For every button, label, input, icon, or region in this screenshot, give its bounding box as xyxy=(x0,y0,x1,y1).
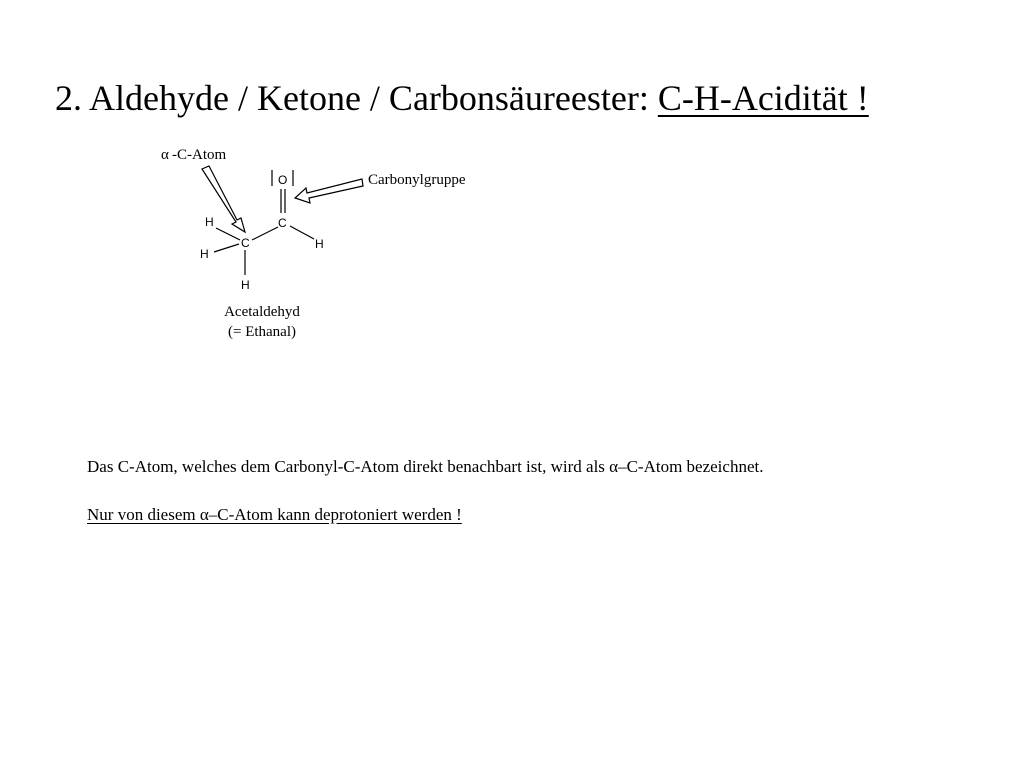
carbonyl-arrow xyxy=(295,179,363,203)
title-main: 2. Aldehyde / Ketone / Carbonsäureester: xyxy=(55,78,658,118)
bond-methyl-h-top xyxy=(216,228,240,240)
alpha-symbol: α xyxy=(161,147,169,163)
bond-c-c xyxy=(252,227,278,240)
title-highlight: C-H-Acidität ! xyxy=(657,78,869,118)
atom-carbon-methyl: C xyxy=(241,236,250,250)
molecule-name: Acetaldehyd xyxy=(224,304,300,320)
atom-h-carbonyl: H xyxy=(315,237,324,251)
atom-oxygen: O xyxy=(278,173,288,187)
bond-methyl-h-left xyxy=(214,244,239,252)
atom-h-left: H xyxy=(200,247,209,261)
bond-carbonyl-h xyxy=(290,226,314,239)
atom-carbon-carbonyl: C xyxy=(278,216,287,230)
atom-h-bottom: H xyxy=(241,278,250,292)
molecule-alt-name: (= Ethanal) xyxy=(227,324,297,340)
atom-h-top: H xyxy=(205,215,214,229)
deprotonation-note: Nur von diesem α–C-Atom kann deprotoniert werden ! xyxy=(87,505,462,524)
definition-sentence: Das C-Atom, welches dem Carbonyl-C-Atom direkt benachbart ist, wird als α–C-Atom bezeichnet. xyxy=(87,457,764,476)
carbonyl-group-label: Carbonylgruppe xyxy=(368,172,466,188)
alpha-atom-label: -C-Atom xyxy=(172,147,227,163)
